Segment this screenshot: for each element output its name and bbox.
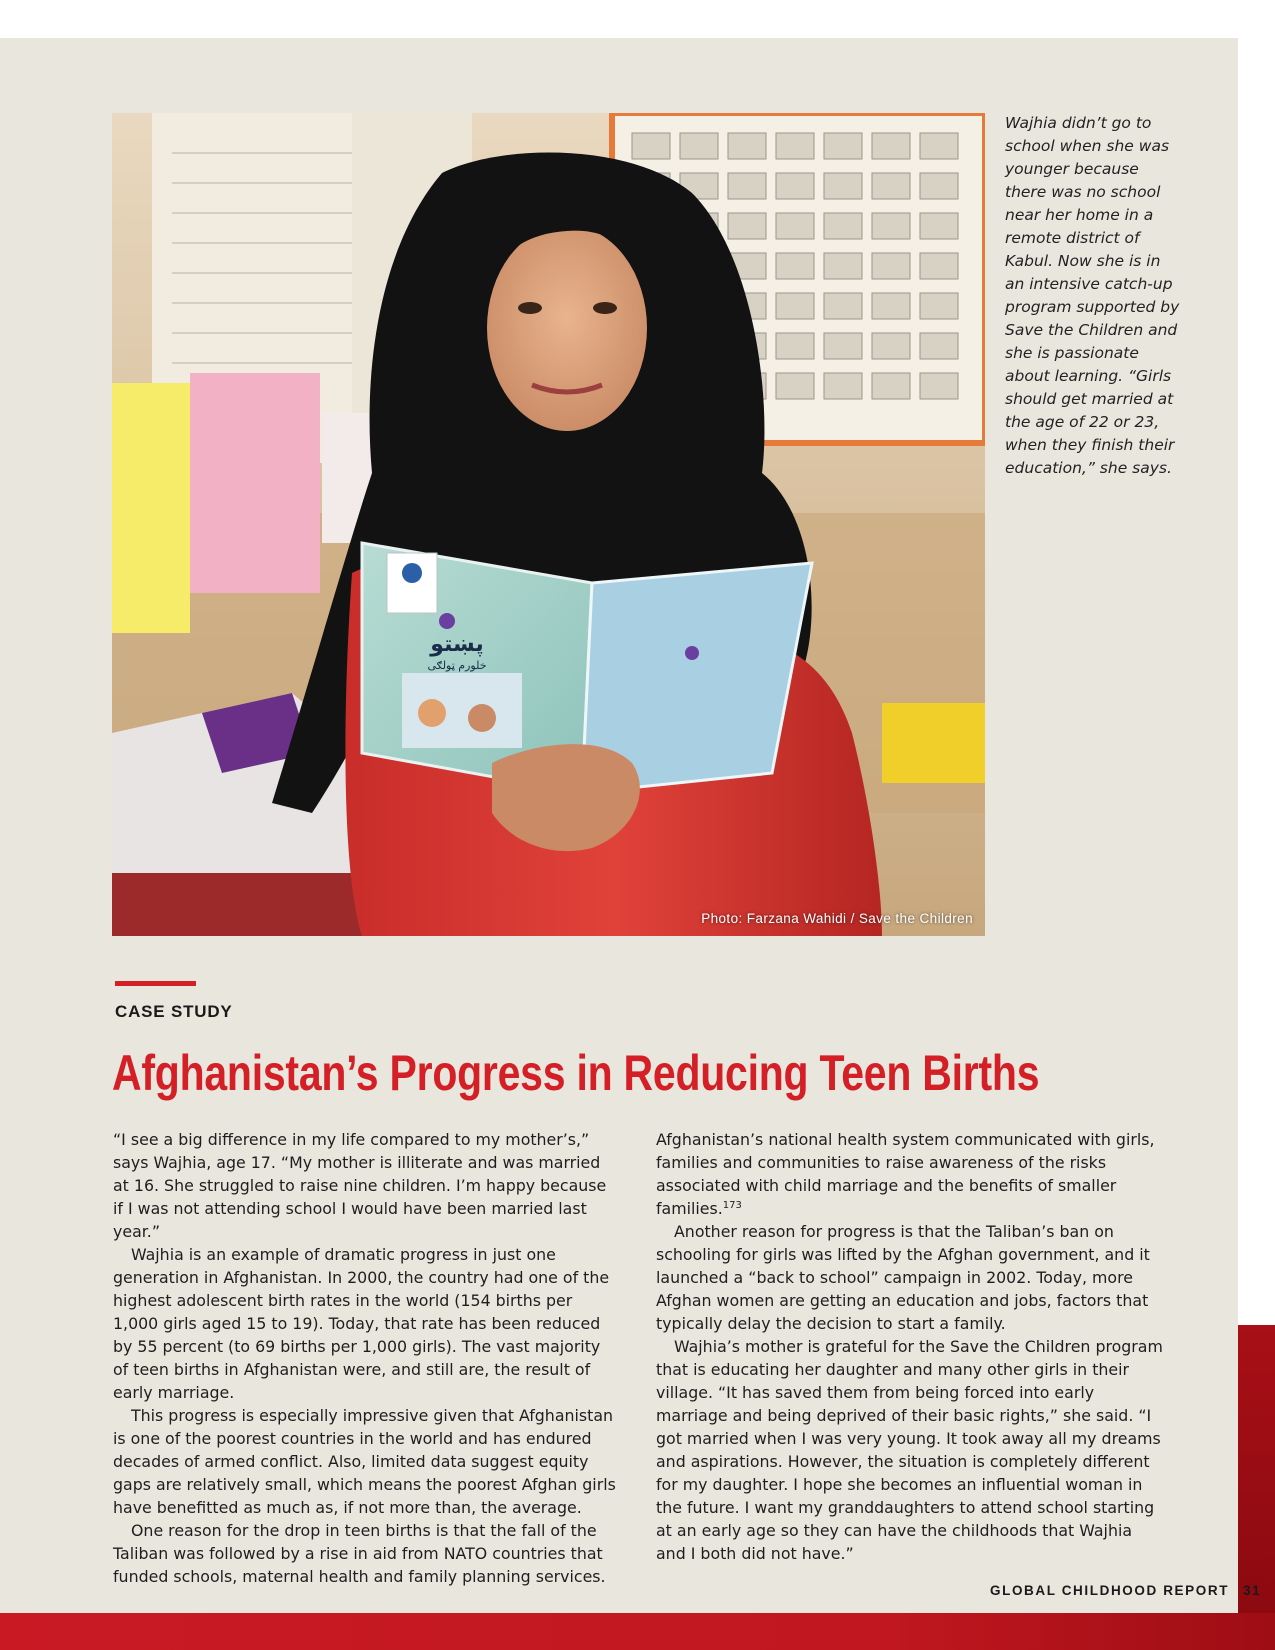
body-paragraph: Another reason for progress is that the Taliban’s ban on schooling for girls was lifted by the Afghan government, and it launched a “back to school” campaign in 2002. Today, more Afghan women are getting an education and jobs, factors that typically delay the decision to start a family. bbox=[656, 1222, 1150, 1333]
report-title: GLOBAL CHILDHOOD REPORT bbox=[990, 1583, 1230, 1598]
section-label: CASE STUDY bbox=[115, 1002, 233, 1021]
page-number: 31 bbox=[1243, 1583, 1262, 1598]
page-footer bbox=[990, 1583, 1261, 1598]
body-paragraph: “I see a big difference in my life compared to my mother’s,” says Wajhia, age 17. “My mother is illiterate and was married at 16. She struggled to raise nine children. I’m happy because if I was not attending school I would have been married last year.” bbox=[113, 1130, 607, 1241]
side-tab-accent bbox=[1238, 1325, 1275, 1615]
photo-illustration bbox=[112, 113, 985, 936]
photo-credit: Photo: Farzana Wahidi / Save the Children bbox=[701, 911, 973, 926]
case-study-photo bbox=[112, 113, 985, 936]
book-title: پښتو bbox=[430, 632, 484, 657]
footnote-reference: 173 bbox=[722, 1200, 742, 1211]
body-paragraph: One reason for the drop in teen births is that the fall of the Taliban was followed by a rise in aid from NATO countries that funded schools, maternal health and family planning services. bbox=[113, 1521, 606, 1586]
yellow-paper bbox=[112, 383, 190, 633]
section-accent-rule bbox=[115, 981, 196, 986]
body-paragraph: Wajhia is an example of dramatic progress in just one generation in Afghanistan. In 2000, the country had one of the highest adolescent birth rates in the world (154 births per 1,000 girls aged 15 to 19). Today, that rate has been reduced by 55 percent (to 69 births per 1,000 girls). The vast majority of teen births in Afghanistan were, and still are, the result of early marriage. bbox=[113, 1245, 610, 1402]
body-paragraph bbox=[656, 1128, 1166, 1220]
body-column-right bbox=[656, 1128, 1166, 1565]
article-headline: Afghanistan’s Progress in Reducing Teen Births bbox=[112, 1045, 1040, 1101]
body-column-left bbox=[113, 1128, 618, 1588]
body-paragraph: This progress is especially impressive given that Afghanistan is one of the poorest countries in the world and has endured decades of armed conflict. Also, limited data suggest equity gaps are relatively small, which means the poorest Afghan girls have benefitted as much as, if not more than, the average. bbox=[113, 1406, 616, 1517]
bottom-color-bar bbox=[0, 1613, 1275, 1650]
face bbox=[487, 225, 647, 431]
book-subtitle: خلورم ټولګی bbox=[427, 659, 487, 672]
photo-caption: Wajhia didn’t go to school when she was younger because there was no school near her home in a remote district of Kabul. Now she is in an intensive catch-up program supported by Save the Children and she is passionate about learning. “Girls should get married at the age of 22 or 23, when they finish their education,” she says. bbox=[1005, 114, 1180, 477]
pink-paper bbox=[190, 373, 320, 593]
body-paragraph: Wajhia’s mother is grateful for the Save the Children program that is educating her daughter and many other girls in their village. “It has saved them from being forced into early marriage and being deprived of their basic rights,” she said. “I got married when I was very young. It took away all my dreams and aspirations. However, the situation is completely different for my daughter. I hope she becomes an influential woman in the future. I want my granddaughters to attend school starting at an early age so they can have the childhoods that Wajhia and I both did not have.” bbox=[656, 1337, 1163, 1563]
body-paragraph-text: Afghanistan’s national health system communicated with girls, families and communities to raise awareness of the risks associated with child marriage and the benefits of smaller families. bbox=[656, 1130, 1155, 1218]
